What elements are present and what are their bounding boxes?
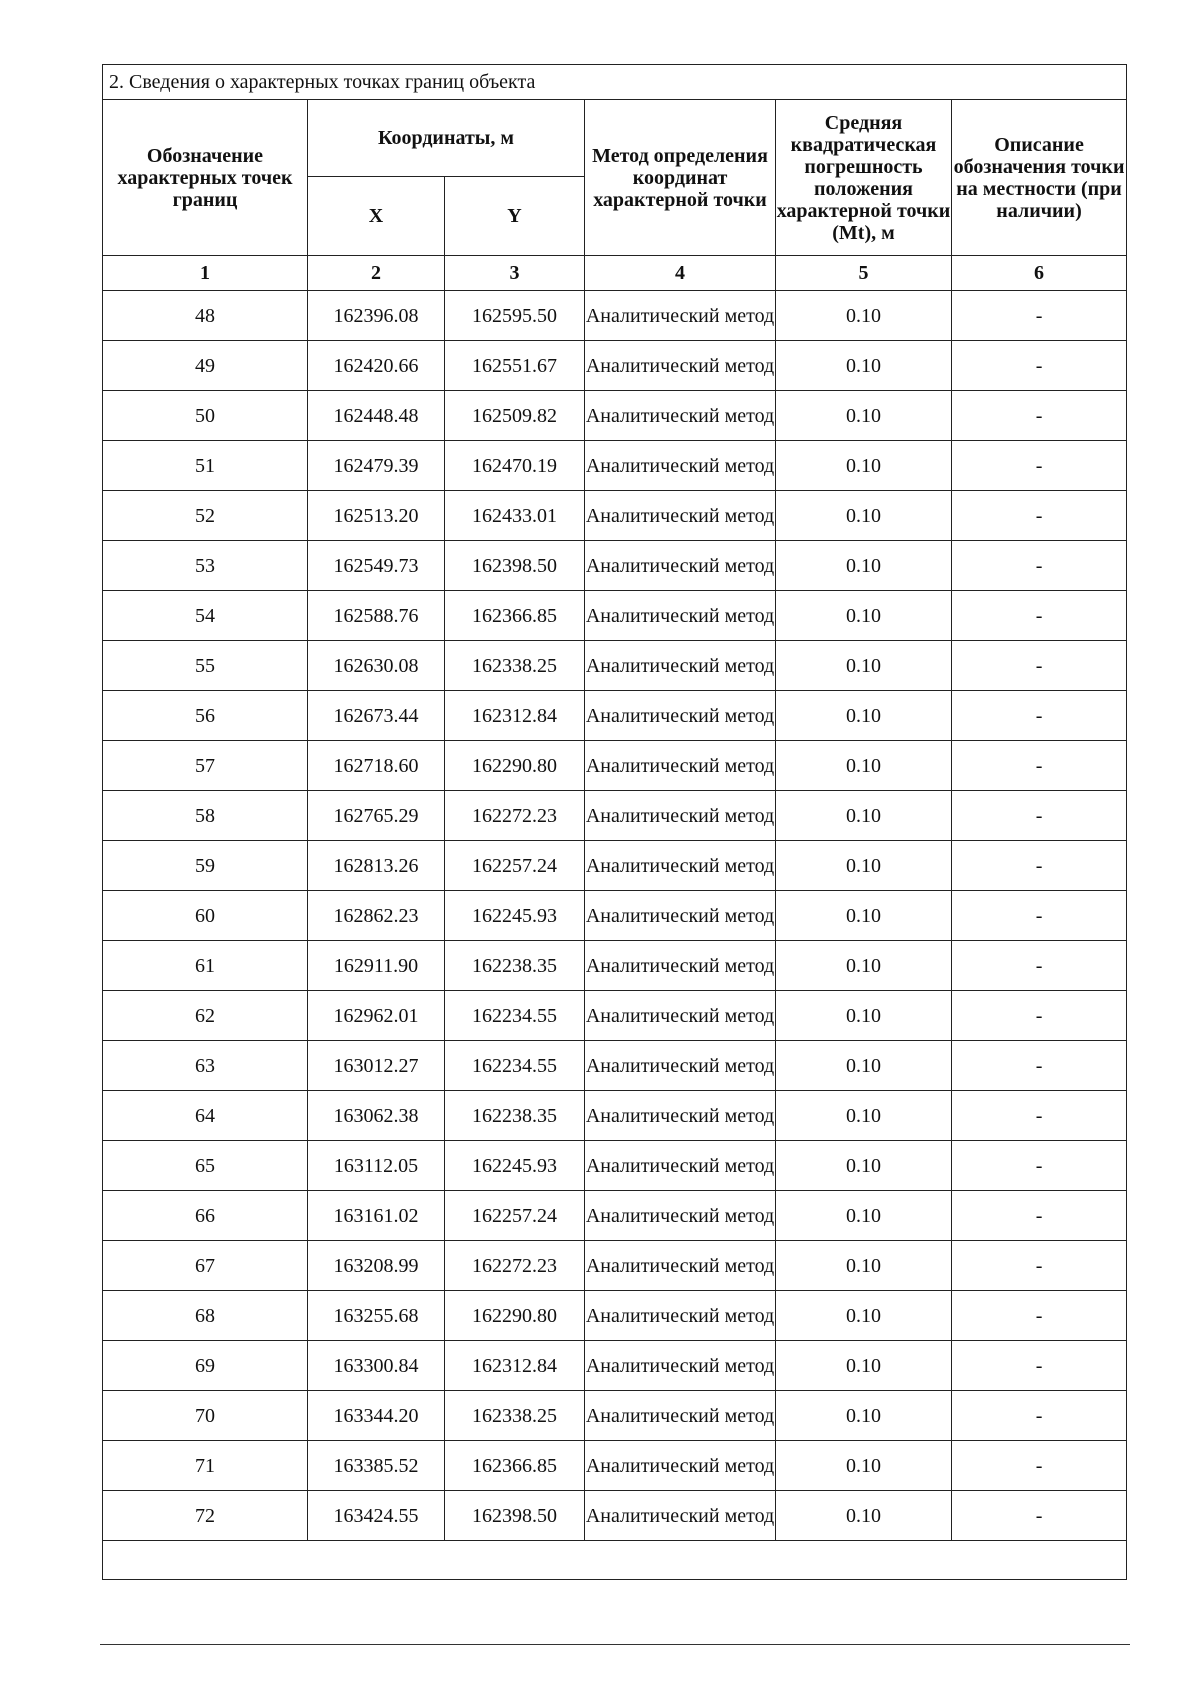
table-row [103,541,1127,591]
x-coordinate-cell: 163300.84 [308,1341,445,1391]
x-coordinate-cell: 162479.39 [308,441,445,491]
x-coordinate-cell: 163012.27 [308,1041,445,1091]
method-cell: Аналитический метод [585,741,776,791]
point-number-cell: 68 [103,1291,308,1341]
x-coordinate-cell: 163208.99 [308,1241,445,1291]
y-coordinate-cell: 162398.50 [445,541,585,591]
bottom-rule [100,1644,1130,1645]
mean-error-cell: 0.10 [776,1441,952,1491]
description-cell: - [952,1391,1127,1441]
table-row [103,941,1127,991]
method-cell: Аналитический метод [585,791,776,841]
y-coordinate-cell: 162595.50 [445,291,585,341]
table-row [103,1141,1127,1191]
column-number: 6 [952,256,1127,291]
point-number-cell: 53 [103,541,308,591]
header-y: Y [445,177,585,256]
mean-error-cell: 0.10 [776,1391,952,1441]
description-cell: - [952,591,1127,641]
table-row [103,591,1127,641]
description-cell: - [952,291,1127,341]
y-coordinate-cell: 162234.55 [445,991,585,1041]
y-coordinate-cell: 162366.85 [445,1441,585,1491]
header-method: Метод определения координат характерной точки [585,100,776,256]
table-row [103,841,1127,891]
table-row [103,491,1127,541]
x-coordinate-cell: 162862.23 [308,891,445,941]
x-coordinate-cell: 162396.08 [308,291,445,341]
mean-error-cell: 0.10 [776,291,952,341]
description-cell: - [952,1291,1127,1341]
description-cell: - [952,441,1127,491]
boundary-points-table [102,64,1127,1580]
x-coordinate-cell: 162630.08 [308,641,445,691]
method-cell: Аналитический метод [585,1341,776,1391]
header-coordinates: Координаты, м [308,100,585,177]
x-coordinate-cell: 163255.68 [308,1291,445,1341]
method-cell: Аналитический метод [585,291,776,341]
mean-error-cell: 0.10 [776,1241,952,1291]
table-row [103,1241,1127,1291]
table-row [103,1441,1127,1491]
description-cell: - [952,741,1127,791]
table-row [103,691,1127,741]
method-cell: Аналитический метод [585,1491,776,1541]
x-coordinate-cell: 163424.55 [308,1491,445,1541]
mean-error-cell: 0.10 [776,791,952,841]
point-number-cell: 48 [103,291,308,341]
y-coordinate-cell: 162238.35 [445,941,585,991]
point-number-cell: 55 [103,641,308,691]
point-number-cell: 59 [103,841,308,891]
method-cell: Аналитический метод [585,1391,776,1441]
mean-error-cell: 0.10 [776,391,952,441]
method-cell: Аналитический метод [585,591,776,641]
y-coordinate-cell: 162470.19 [445,441,585,491]
mean-error-cell: 0.10 [776,941,952,991]
mean-error-cell: 0.10 [776,1041,952,1091]
mean-error-cell: 0.10 [776,541,952,591]
description-cell: - [952,391,1127,441]
mean-error-cell: 0.10 [776,1141,952,1191]
point-number-cell: 71 [103,1441,308,1491]
method-cell: Аналитический метод [585,1191,776,1241]
description-cell: - [952,341,1127,391]
empty-row [103,1541,1127,1580]
x-coordinate-cell: 162813.26 [308,841,445,891]
x-coordinate-cell: 162420.66 [308,341,445,391]
description-cell: - [952,541,1127,591]
description-cell: - [952,1241,1127,1291]
point-number-cell: 72 [103,1491,308,1541]
y-coordinate-cell: 162245.93 [445,891,585,941]
x-coordinate-cell: 162911.90 [308,941,445,991]
mean-error-cell: 0.10 [776,691,952,741]
y-coordinate-cell: 162272.23 [445,791,585,841]
mean-error-cell: 0.10 [776,841,952,891]
y-coordinate-cell: 162257.24 [445,841,585,891]
method-cell: Аналитический метод [585,1441,776,1491]
y-coordinate-cell: 162290.80 [445,1291,585,1341]
method-cell: Аналитический метод [585,541,776,591]
header-point-designation: Обозначение характерных точек границ [103,100,308,256]
x-coordinate-cell: 162513.20 [308,491,445,541]
point-number-cell: 66 [103,1191,308,1241]
point-number-cell: 63 [103,1041,308,1091]
y-coordinate-cell: 162245.93 [445,1141,585,1191]
point-number-cell: 50 [103,391,308,441]
y-coordinate-cell: 162433.01 [445,491,585,541]
table-row [103,1191,1127,1241]
method-cell: Аналитический метод [585,441,776,491]
point-number-cell: 56 [103,691,308,741]
y-coordinate-cell: 162551.67 [445,341,585,391]
point-number-cell: 62 [103,991,308,1041]
method-cell: Аналитический метод [585,691,776,741]
table-row [103,891,1127,941]
table-row [103,441,1127,491]
column-number: 5 [776,256,952,291]
empty-cell [103,1541,1127,1580]
table-row [103,1291,1127,1341]
column-number: 2 [308,256,445,291]
y-coordinate-cell: 162398.50 [445,1491,585,1541]
mean-error-cell: 0.10 [776,1491,952,1541]
description-cell: - [952,1091,1127,1141]
description-cell: - [952,1441,1127,1491]
point-number-cell: 52 [103,491,308,541]
mean-error-cell: 0.10 [776,991,952,1041]
point-number-cell: 57 [103,741,308,791]
x-coordinate-cell: 162765.29 [308,791,445,841]
mean-error-cell: 0.10 [776,491,952,541]
method-cell: Аналитический метод [585,641,776,691]
section-title: 2. Сведения о характерных точках границ объекта [103,65,1127,100]
point-number-cell: 54 [103,591,308,641]
header-description: Описание обозначения точки на местности (при наличии) [952,100,1127,256]
table-row [103,1341,1127,1391]
method-cell: Аналитический метод [585,1091,776,1141]
method-cell: Аналитический метод [585,991,776,1041]
y-coordinate-cell: 162257.24 [445,1191,585,1241]
method-cell: Аналитический метод [585,1241,776,1291]
point-number-cell: 69 [103,1341,308,1391]
point-number-cell: 49 [103,341,308,391]
point-number-cell: 67 [103,1241,308,1291]
table-row [103,741,1127,791]
table-row [103,1041,1127,1091]
description-cell: - [952,641,1127,691]
mean-error-cell: 0.10 [776,891,952,941]
table-body [103,291,1127,1541]
header-mean-error: Средняя квадратическая погрешность положения характерной точки (Mt), м [776,100,952,256]
description-cell: - [952,1191,1127,1241]
x-coordinate-cell: 163161.02 [308,1191,445,1241]
mean-error-cell: 0.10 [776,591,952,641]
point-number-cell: 51 [103,441,308,491]
method-cell: Аналитический метод [585,841,776,891]
description-cell: - [952,1041,1127,1091]
description-cell: - [952,941,1127,991]
method-cell: Аналитический метод [585,341,776,391]
table-row [103,391,1127,441]
table-row [103,291,1127,341]
description-cell: - [952,1341,1127,1391]
mean-error-cell: 0.10 [776,341,952,391]
mean-error-cell: 0.10 [776,1291,952,1341]
x-coordinate-cell: 162962.01 [308,991,445,1041]
method-cell: Аналитический метод [585,391,776,441]
method-cell: Аналитический метод [585,491,776,541]
x-coordinate-cell: 163344.20 [308,1391,445,1441]
point-number-cell: 58 [103,791,308,841]
table-row [103,991,1127,1041]
x-coordinate-cell: 162549.73 [308,541,445,591]
mean-error-cell: 0.10 [776,1191,952,1241]
table-row [103,791,1127,841]
description-cell: - [952,691,1127,741]
mean-error-cell: 0.10 [776,441,952,491]
column-number: 1 [103,256,308,291]
y-coordinate-cell: 162290.80 [445,741,585,791]
method-cell: Аналитический метод [585,1291,776,1341]
x-coordinate-cell: 162588.76 [308,591,445,641]
table-row [103,1391,1127,1441]
description-cell: - [952,791,1127,841]
mean-error-cell: 0.10 [776,1341,952,1391]
header-x: X [308,177,445,256]
y-coordinate-cell: 162312.84 [445,1341,585,1391]
y-coordinate-cell: 162338.25 [445,1391,585,1441]
description-cell: - [952,1141,1127,1191]
point-number-cell: 64 [103,1091,308,1141]
table-row [103,641,1127,691]
y-coordinate-cell: 162234.55 [445,1041,585,1091]
method-cell: Аналитический метод [585,891,776,941]
point-number-cell: 70 [103,1391,308,1441]
column-number: 3 [445,256,585,291]
column-numbers-row [103,256,1127,291]
y-coordinate-cell: 162509.82 [445,391,585,441]
point-number-cell: 61 [103,941,308,991]
description-cell: - [952,891,1127,941]
x-coordinate-cell: 162673.44 [308,691,445,741]
table-row [103,341,1127,391]
mean-error-cell: 0.10 [776,741,952,791]
table-row [103,1091,1127,1141]
mean-error-cell: 0.10 [776,641,952,691]
x-coordinate-cell: 163385.52 [308,1441,445,1491]
table-row [103,1491,1127,1541]
method-cell: Аналитический метод [585,941,776,991]
description-cell: - [952,1491,1127,1541]
x-coordinate-cell: 163062.38 [308,1091,445,1141]
method-cell: Аналитический метод [585,1041,776,1091]
description-cell: - [952,491,1127,541]
description-cell: - [952,991,1127,1041]
method-cell: Аналитический метод [585,1141,776,1191]
x-coordinate-cell: 162448.48 [308,391,445,441]
y-coordinate-cell: 162338.25 [445,641,585,691]
y-coordinate-cell: 162312.84 [445,691,585,741]
x-coordinate-cell: 162718.60 [308,741,445,791]
y-coordinate-cell: 162272.23 [445,1241,585,1291]
mean-error-cell: 0.10 [776,1091,952,1141]
x-coordinate-cell: 163112.05 [308,1141,445,1191]
description-cell: - [952,841,1127,891]
point-number-cell: 60 [103,891,308,941]
column-number: 4 [585,256,776,291]
y-coordinate-cell: 162366.85 [445,591,585,641]
y-coordinate-cell: 162238.35 [445,1091,585,1141]
point-number-cell: 65 [103,1141,308,1191]
